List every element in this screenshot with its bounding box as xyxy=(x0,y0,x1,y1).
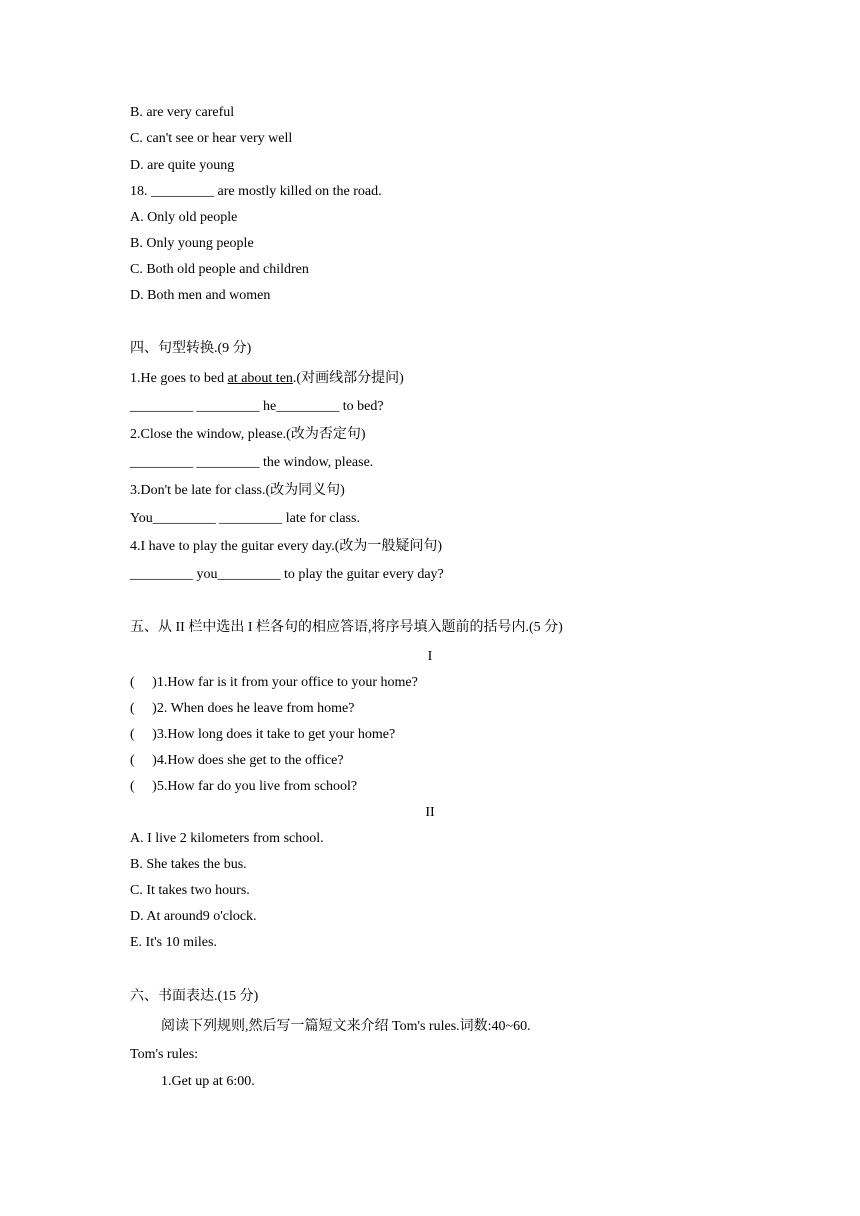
s4-q1-answer-blanks: _________ _________ he_________ to bed? xyxy=(130,399,384,414)
q17-option-c: C. can't see or hear very well xyxy=(130,131,293,146)
matching-question: ( )5.How far do you live from school? xyxy=(130,779,358,794)
q18-stem: 18. _________ are mostly killed on the road. xyxy=(130,184,382,199)
column-one-label: I xyxy=(427,649,433,664)
q17-option-b: B. are very careful xyxy=(130,105,235,120)
q17-option-d: D. are quite young xyxy=(130,158,235,173)
s4-question-2: 2.Close the window, please.(改为否定句) xyxy=(130,427,366,442)
q18-option-c: C. Both old people and children xyxy=(130,262,309,277)
matching-answer: D. At around9 o'clock. xyxy=(130,909,257,924)
s4-q1-prefix: 1.He goes to bed xyxy=(130,371,228,386)
matching-question: ( )2. When does he leave from home? xyxy=(130,701,355,716)
matching-answer: E. It's 10 miles. xyxy=(130,935,217,950)
s4-question-1 xyxy=(130,370,404,388)
q18-option-a: A. Only old people xyxy=(130,210,238,225)
s4-question-4: 4.I have to play the guitar every day.(改为一般疑问句) xyxy=(130,539,443,554)
column-two-label: II xyxy=(425,805,435,820)
matching-question: ( )1.How far is it from your office to your home? xyxy=(130,675,418,690)
s4-question-3: 3.Don't be late for class.(改为同义句) xyxy=(130,483,345,498)
section4-heading: 四、句型转换.(9 分) xyxy=(130,341,252,356)
rules-title: Tom's rules: xyxy=(130,1047,199,1062)
s4-q3-answer-blanks: You_________ _________ late for class. xyxy=(130,511,360,526)
s4-q4-answer-blanks: _________ you_________ to play the guitar every day? xyxy=(130,567,444,582)
matching-answer: B. She takes the bus. xyxy=(130,857,247,872)
matching-answer: A. I live 2 kilometers from school. xyxy=(130,831,324,846)
matching-answer: C. It takes two hours. xyxy=(130,883,250,898)
q18-option-b: B. Only young people xyxy=(130,236,254,251)
rule-item: 1.Get up at 6:00. xyxy=(161,1074,255,1089)
section5-heading: 五、从 II 栏中选出 I 栏各句的相应答语,将序号填入题前的括号内.(5 分) xyxy=(130,620,563,635)
writing-instruction: 阅读下列规则,然后写一篇短文来介绍 Tom's rules.词数:40~60. xyxy=(161,1019,531,1034)
q18-option-d: D. Both men and women xyxy=(130,288,271,303)
s4-q1-underlined-phrase: at about ten xyxy=(227,371,293,386)
matching-question: ( )3.How long does it take to get your home? xyxy=(130,727,396,742)
s4-q1-suffix: .(对画线部分提问) xyxy=(292,371,404,386)
section6-heading: 六、书面表达.(15 分) xyxy=(130,989,259,1004)
matching-question: ( )4.How does she get to the office? xyxy=(130,753,344,768)
s4-q2-answer-blanks: _________ _________ the window, please. xyxy=(130,455,374,470)
